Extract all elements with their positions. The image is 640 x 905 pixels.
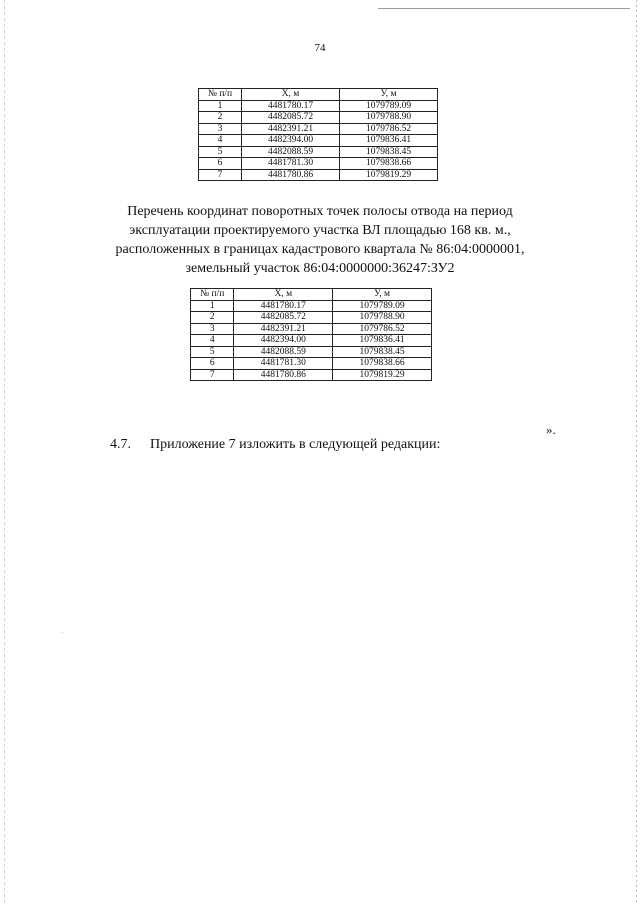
table-row [199, 169, 438, 181]
cell-y: 1079838.45 [333, 346, 432, 358]
table-row [191, 369, 432, 381]
closing-quote: ». [546, 422, 556, 437]
cell-x: 4482085.72 [242, 112, 340, 124]
cell-number: 6 [199, 158, 242, 170]
table-row [199, 135, 438, 147]
cell-number: 5 [199, 146, 242, 158]
cell-x: 4481780.86 [242, 169, 340, 181]
caption-line: земельный участок 86:04:0000000:36247:ЗУ2 [185, 261, 455, 276]
cell-y: 1079786.52 [340, 123, 438, 135]
cell-y: 1079836.41 [340, 135, 438, 147]
caption-line: Перечень координат поворотных точек полосы отвода на период [127, 204, 513, 219]
cell-y: 1079838.45 [340, 146, 438, 158]
scan-edge-top [378, 8, 630, 9]
cell-y: 1079819.29 [340, 169, 438, 181]
cell-y: 1079819.29 [333, 369, 432, 381]
cell-x: 4482391.21 [242, 123, 340, 135]
cell-x: 4481780.86 [234, 369, 333, 381]
table-row [191, 335, 432, 347]
coordinates-table-1 [198, 88, 438, 181]
cell-x: 4482391.21 [234, 323, 333, 335]
cell-x: 4481781.30 [234, 358, 333, 370]
table-row [199, 112, 438, 124]
cell-y: 1079838.66 [333, 358, 432, 370]
table-row [199, 123, 438, 135]
cell-number: 4 [199, 135, 242, 147]
cell-y: 1079838.66 [340, 158, 438, 170]
cell-number: 6 [191, 358, 234, 370]
cell-x: 4482085.72 [234, 312, 333, 324]
cell-x: 4482394.00 [234, 335, 333, 347]
cell-x: 4482088.59 [242, 146, 340, 158]
cell-x: 4481781.30 [242, 158, 340, 170]
cell-number: 1 [199, 100, 242, 112]
table-row [199, 100, 438, 112]
cell-y: 1079789.09 [333, 300, 432, 312]
cell-number: 7 [199, 169, 242, 181]
caption-line: расположенных в границах кадастрового квартала № 86:04:0000001, [115, 242, 525, 257]
header-number: № п/п [191, 289, 234, 301]
cell-x: 4482088.59 [234, 346, 333, 358]
table-row [191, 358, 432, 370]
table-header-row [199, 89, 438, 101]
cell-x: 4481780.17 [234, 300, 333, 312]
table-header-row [191, 289, 432, 301]
cell-y: 1079786.52 [333, 323, 432, 335]
cell-y: 1079788.90 [333, 312, 432, 324]
cell-number: 5 [191, 346, 234, 358]
table-row [191, 300, 432, 312]
header-x: X, м [242, 89, 340, 101]
scan-speck [62, 632, 63, 633]
scan-edge-right [636, 0, 637, 905]
cell-number: 3 [199, 123, 242, 135]
cell-number: 2 [199, 112, 242, 124]
cell-number: 7 [191, 369, 234, 381]
cell-y: 1079789.09 [340, 100, 438, 112]
header-x: X, м [234, 289, 333, 301]
page-number: 74 [314, 42, 326, 54]
cell-y: 1079788.90 [340, 112, 438, 124]
table-row [199, 146, 438, 158]
clause-text: Приложение 7 изложить в следующей редакции: [150, 437, 441, 452]
cell-number: 2 [191, 312, 234, 324]
table-caption [0, 202, 640, 278]
header-y: У, м [333, 289, 432, 301]
table-row [199, 158, 438, 170]
cell-number: 1 [191, 300, 234, 312]
header-y: У, м [340, 89, 438, 101]
table-row [191, 346, 432, 358]
clause-paragraph [110, 437, 440, 453]
cell-x: 4482394.00 [242, 135, 340, 147]
cell-x: 4481780.17 [242, 100, 340, 112]
cell-number: 3 [191, 323, 234, 335]
cell-y: 1079836.41 [333, 335, 432, 347]
coordinates-table-2 [190, 288, 432, 381]
table-row [191, 323, 432, 335]
scan-edge-left [4, 0, 5, 905]
header-number: № п/п [199, 89, 242, 101]
table-row [191, 312, 432, 324]
caption-line: эксплуатации проектируемого участка ВЛ площадью 168 кв. м., [129, 223, 511, 238]
cell-number: 4 [191, 335, 234, 347]
clause-number: 4.7. [110, 437, 131, 452]
